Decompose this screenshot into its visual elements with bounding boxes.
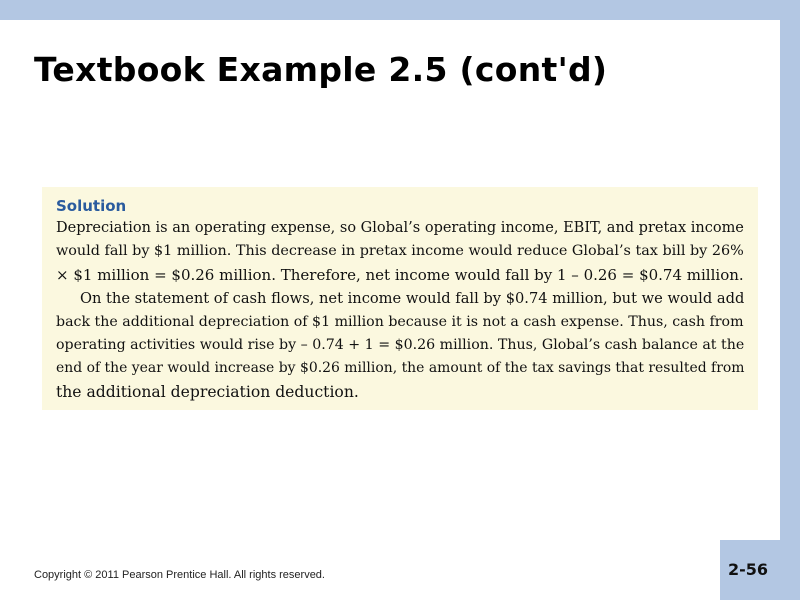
slide-title: Textbook Example 2.5 (cont'd)	[34, 50, 608, 89]
solution-line: the additional depreciation deduction.	[56, 382, 359, 401]
solution-line: would fall by $1 million. This decrease in pretax income would reduce Global’s tax bill by 26%	[56, 243, 744, 260]
solution-paragraph-2	[56, 287, 744, 404]
solution-paragraph-1	[56, 217, 744, 287]
solution-box	[42, 187, 758, 410]
solution-line: Depreciation is an operating expense, so Global’s operating income, EBIT, and pretax income	[56, 220, 744, 236]
solution-line: end of the year would increase by $0.26 million, the amount of the tax savings that resulted from	[56, 360, 745, 377]
top-decorative-band	[0, 0, 800, 20]
copyright-notice: Copyright © 2011 Pearson Prentice Hall. All rights reserved.	[34, 569, 325, 581]
right-decorative-band	[780, 0, 800, 600]
solution-line: back the additional depreciation of $1 million because it is not a cash expense. Thus, cash from	[56, 313, 744, 330]
solution-line: On the statement of cash flows, net income would fall by $0.74 million, but we would add	[80, 290, 745, 308]
solution-line: operating activities would rise by – 0.74 + 1 = $0.26 million. Thus, Global’s cash balance at the	[56, 337, 745, 354]
solution-heading: Solution	[56, 197, 127, 215]
page-number: 2-56	[728, 560, 769, 579]
solution-line: × $1 million = $0.26 million. Therefore, net income would fall by 1 – 0.26 = $0.74 million.	[56, 265, 744, 284]
